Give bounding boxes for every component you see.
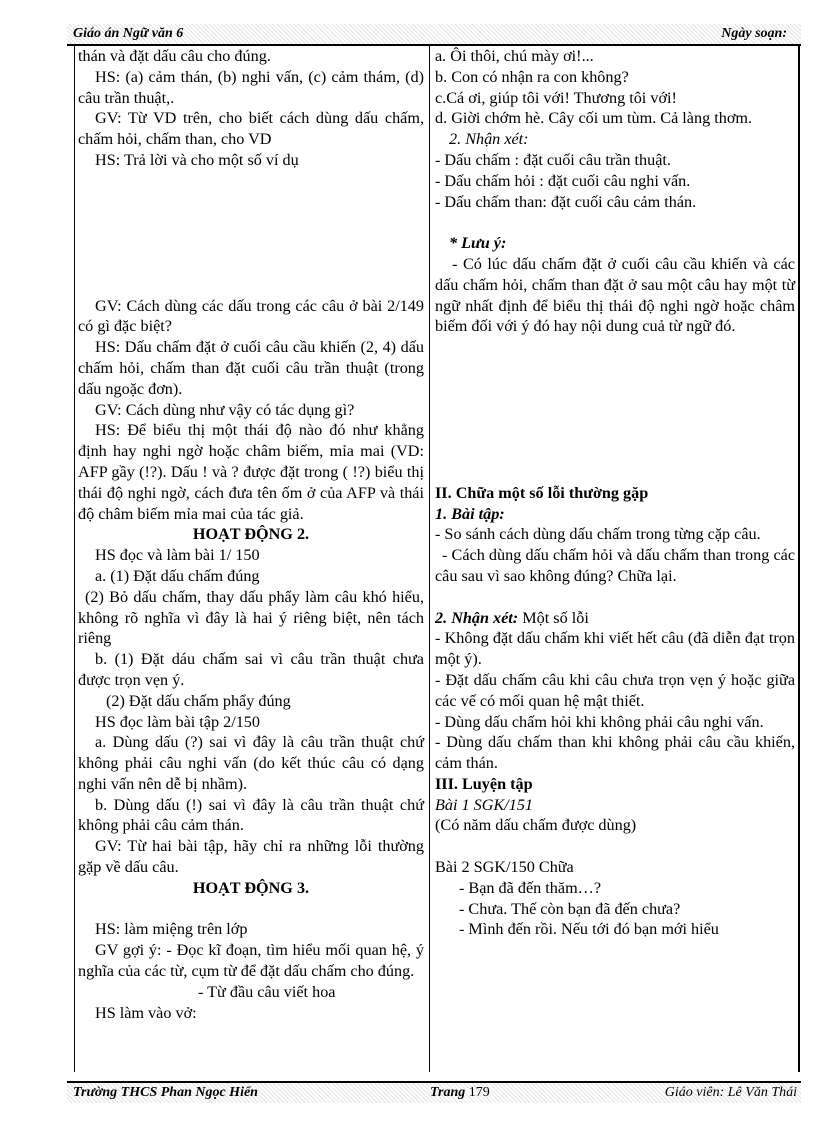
text-line: HS: làm miệng trên lớp	[95, 920, 248, 939]
text-line: c.Cá ơi, giúp tôi với! Thương tôi với!	[435, 88, 677, 107]
text-line: (Có năm dấu chấm được dùng)	[435, 816, 637, 835]
text-line: - Từ đầu câu viết hoa	[198, 982, 336, 1001]
dialogue-line: - Bạn đã đến thăm…?	[459, 878, 602, 897]
text-line: HS: Để biểu thị một thái độ nào đó như khẳng định hay nghi ngờ hoặc châm biếm, mỉa mai (VD: AFP gầy (!?). Dấu ! và ? được đặt trong ( !?) biểu thị thái độ nghi ngờ, cách đưa tên ốm ở của AFP và thái độ châm biếm mỉa mai của tác giả.	[78, 421, 424, 523]
text-line: - Không đặt dấu chấm khi viết hết câu (đã diễn đạt trọn một ý).	[435, 629, 795, 669]
text-line: - Đặt dấu chấm câu khi câu chưa trọn vẹn ý hoặc giữa các vế có mối quan hệ mật thiết.	[435, 670, 795, 710]
text-line: GV gợi ý: - Đọc kĩ đoạn, tìm hiểu mối quan hệ, ý nghĩa của các từ, cụm từ để đặt dấu chấm cho đúng.	[78, 941, 424, 981]
text-line: GV: Từ VD trên, cho biết cách dùng dấu chấm, chấm hỏi, chấm than, cho VD	[78, 109, 424, 149]
section-heading: HOẠT ĐỘNG 3.	[192, 878, 310, 897]
text-line: GV: Từ hai bài tập, hãy chỉ ra những lỗi thường gặp về dấu câu.	[78, 837, 424, 877]
text-line: - Dùng dấu chấm hỏi khi không phải câu nghi vấn.	[435, 712, 764, 731]
subheading: 2. Nhận xét:	[449, 130, 529, 149]
page-footer	[67, 1081, 801, 1103]
header-subject: Giáo án Ngữ văn 6	[73, 26, 184, 41]
text-line: b. (1) Đặt dáu chấm sai vì câu trần thuật chưa được trọn vẹn ý.	[78, 650, 424, 689]
text-line: - So sánh cách dùng dấu chấm trong từng cặp câu.	[435, 525, 761, 544]
exercise-label: Bài 1 SGK/151	[435, 795, 534, 814]
text-line: d. Giời chớm hè. Cây cối um tùm. Cả làng thơm.	[435, 109, 753, 128]
text-line: (2) Đặt dấu chấm phẩy đúng	[106, 691, 291, 710]
section-heading: II. Chữa một số lỗi thường gặp	[435, 483, 649, 502]
text-line: HS đọc làm bài tập 2/150	[95, 712, 260, 731]
text-line: HS đọc và làm bài 1/ 150	[95, 546, 260, 565]
footer-page: Trang 179	[430, 1085, 490, 1100]
text-line: Bài 2 SGK/150 Chữa	[435, 858, 574, 877]
exercise-label: Bài 2 SGK/150	[435, 858, 535, 877]
text-line: b. Dùng dấu (!) sai vì đây là câu trần thuật chứ không phải câu cảm thán.	[78, 795, 424, 835]
text-line: HS: Trả lời và cho một số ví dụ	[95, 150, 299, 169]
text-line: - Dấu chấm than: đặt cuối câu cảm thán.	[435, 192, 697, 211]
text-line: HS làm vào vở:	[95, 1003, 197, 1022]
text-line: GV: Cách dùng như vậy có tác dụng gì?	[95, 400, 355, 419]
text-line: a. Dùng dấu (?) sai vì đây là câu trần thuật chứ không phải câu nghi vấn (do kết thúc câu có dạng nghi vấn nên dễ bị nhầm).	[78, 733, 424, 793]
text-line: - Dấu chấm : đặt cuối câu trần thuật.	[435, 150, 671, 169]
text-line: HS: (a) cảm thán, (b) nghi vấn, (c) cảm thám, (d) câu trần thuật,.	[78, 67, 424, 107]
dialogue-line: - Chưa. Thế còn bạn đã đến chưa?	[459, 899, 681, 918]
right-column	[435, 46, 795, 940]
text-line: (2) Bỏ dấu chấm, thay dấu phẩy làm câu khó hiểu, không rõ nghĩa vì đây là hai ý riêng biệt, nên tách riêng	[78, 587, 424, 648]
text-line: HS: Dấu chấm đặt ở cuối câu cầu khiến (2, 4) dấu chấm hỏi, chấm than đặt cuối câu trần thuật (trong dấu ngoặc đơn).	[78, 338, 424, 398]
footer-teacher: Giáo viên: Lê Văn Thái	[664, 1085, 797, 1100]
header-date-label: Ngày soạn:	[721, 26, 787, 41]
note-heading: * Lưu ý:	[449, 234, 507, 253]
text-line: - Cách dùng dấu chấm hỏi và dấu chấm than trong các câu sau vì sao không đúng? Chữa lại.	[435, 546, 795, 585]
footer-school: Trường THCS Phan Ngọc Hiển	[73, 1085, 258, 1100]
page-header	[67, 24, 801, 46]
text-line: a. (1) Đặt dấu chấm đúng	[95, 566, 260, 585]
text-line: a. Ôi thôi, chú mày ơi!...	[435, 47, 594, 65]
text-line: 2. Nhận xét: Một số lỗi	[435, 608, 589, 627]
section-heading: III. Luyện tập	[435, 774, 533, 793]
page-number: 179	[468, 1085, 490, 1100]
subheading: 1. Bài tập:	[435, 504, 505, 523]
text-line: GV: Cách dùng các dấu trong các câu ở bài 2/149 có gì đặc biệt?	[78, 296, 424, 336]
text-line: thán và đặt dấu câu cho đúng.	[78, 47, 271, 65]
text-line: - Có lúc dấu chấm đặt ở cuối câu cầu khiến và các dấu chấm hỏi, chấm than đặt ở sau một câu hay một từ ngữ nhất định để biểu thị thái độ nghi ngờ hoặc châm biếm đối với ý đó hay nội dung cuả từ ngữ đó.	[435, 254, 795, 336]
dialogue-line: - Mình đến rồi. Nếu tới đó bạn mới hiểu	[459, 920, 719, 939]
left-column	[78, 46, 424, 1023]
text-line: - Dùng dấu chấm than khi không phải câu cầu khiến, cảm thán.	[435, 733, 795, 773]
text-line: b. Con có nhận ra con không?	[435, 67, 629, 86]
text-line: - Dấu chấm hỏi : đặt cuối câu nghi vấn.	[435, 171, 691, 190]
section-heading: HOẠT ĐỘNG 2.	[192, 525, 310, 544]
column-divider	[429, 45, 430, 1072]
subheading: 2. Nhận xét:	[435, 608, 519, 627]
